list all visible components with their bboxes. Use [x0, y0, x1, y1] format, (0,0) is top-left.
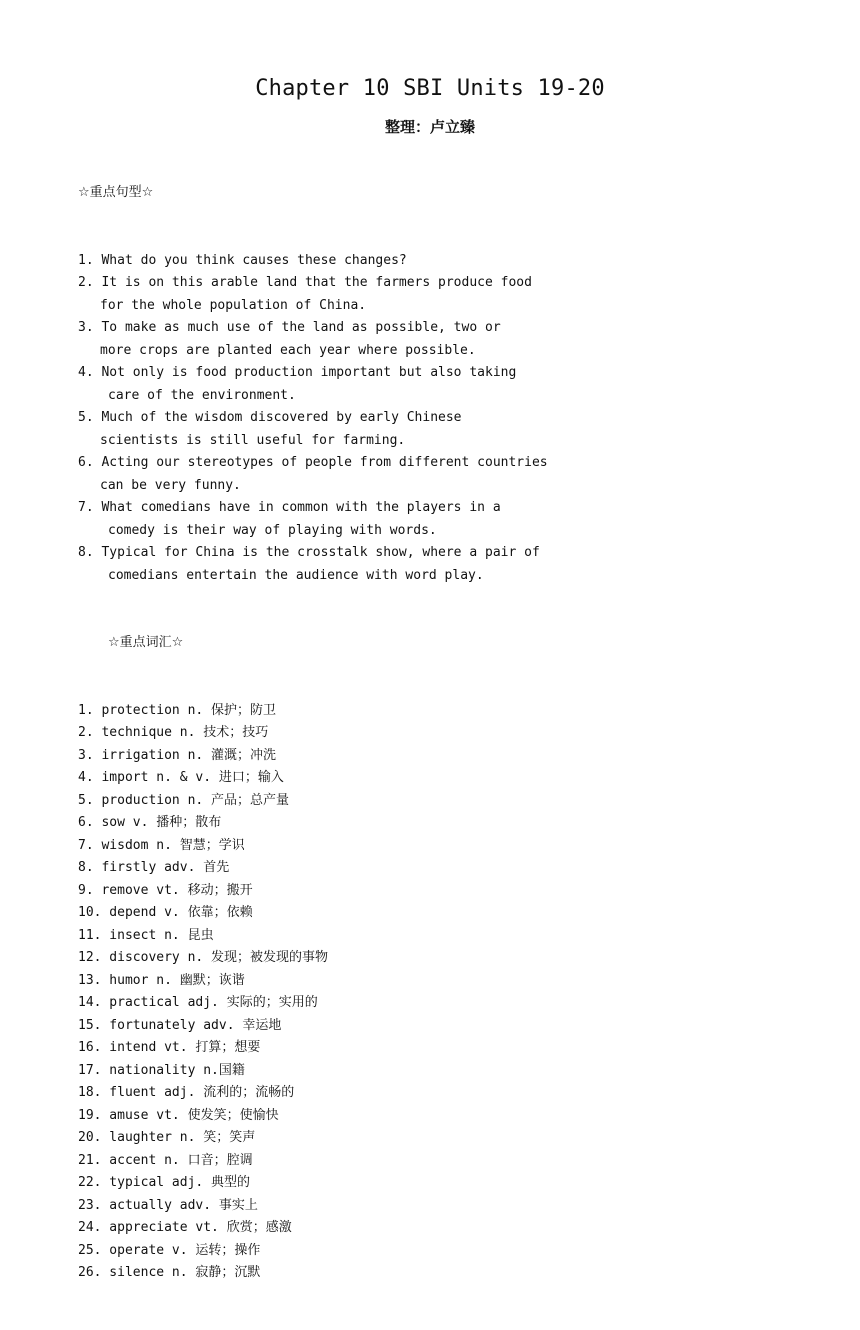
- vocab-item: 11. insect n. 昆虫: [78, 927, 214, 943]
- vocab-item: 6. sow v. 播种；散布: [78, 815, 222, 830]
- sentence-item: 7. What comedians have in common with the players in a: [78, 500, 501, 515]
- vocab-item: 13. humor n. 幽默；诙谐: [78, 972, 245, 988]
- sentence-continuation: comedy is their way of playing with words.: [108, 522, 437, 538]
- vocab-item: 15. fortunately adv. 幸运地: [78, 1017, 282, 1033]
- vocab-item: 1. protection n. 保护；防卫: [78, 702, 277, 718]
- vocab-item: 17. nationality n.国籍: [78, 1062, 245, 1078]
- vocab-item: 7. wisdom n. 智慧；学识: [78, 837, 245, 853]
- compiler-credit: 整理：卢立臻: [384, 118, 475, 136]
- vocab-item: 5. production n. 产品；总产量: [78, 792, 290, 808]
- sentences-list: [78, 250, 778, 588]
- sentence-item: 6. Acting our stereotypes of people from different countries: [78, 455, 548, 470]
- vocab-item: 4. import n. & v. 进口；输入: [78, 770, 284, 785]
- sentence-item: 4. Not only is food production important but also taking: [78, 365, 517, 380]
- vocab-item: 20. laughter n. 笑；笑声: [78, 1130, 256, 1145]
- sentences-heading: ☆重点句型☆: [78, 185, 154, 200]
- vocab-item: 10. depend v. 依靠；依赖: [78, 905, 253, 920]
- vocab-item: 9. remove vt. 移动；搬开: [78, 882, 253, 898]
- sentence-item: 8. Typical for China is the crosstalk show, where a pair of: [78, 545, 540, 560]
- sentence-continuation: more crops are planted each year where possible.: [100, 342, 476, 358]
- sentence-continuation: can be very funny.: [100, 477, 241, 493]
- sentence-item: 2. It is on this arable land that the farmers produce food: [78, 275, 532, 290]
- vocab-item: 16. intend vt. 打算；想要: [78, 1040, 261, 1055]
- vocab-item: 8. firstly adv. 首先: [78, 860, 230, 875]
- vocab-item: 25. operate v. 运转；操作: [78, 1242, 261, 1258]
- vocab-item: 14. practical adj. 实际的；实用的: [78, 995, 318, 1010]
- vocab-item: 12. discovery n. 发现；被发现的事物: [78, 950, 329, 965]
- vocab-item: 24. appreciate vt. 欣赏；感激: [78, 1220, 292, 1235]
- vocab-heading: ☆重点词汇☆: [108, 635, 184, 650]
- sentence-item: 5. Much of the wisdom discovered by early Chinese: [78, 410, 462, 425]
- sentence-item: 3. To make as much use of the land as possible, two or: [78, 320, 501, 335]
- document-body: [78, 137, 778, 1330]
- sentence-continuation: scientists is still useful for farming.: [100, 432, 406, 448]
- vocab-item: 18. fluent adj. 流利的；流畅的: [78, 1085, 295, 1100]
- vocab-item: 19. amuse vt. 使发笑；使愉快: [78, 1107, 279, 1123]
- vocab-item: 21. accent n. 口音；腔调: [78, 1152, 253, 1168]
- vocab-item: 23. actually adv. 事实上: [78, 1197, 258, 1213]
- vocab-item: 22. typical adj. 典型的: [78, 1175, 251, 1190]
- vocab-list: [78, 700, 778, 1285]
- vocab-item: 2. technique n. 技术；技巧: [78, 725, 269, 740]
- sentence-item: 1. What do you think causes these changes?: [78, 252, 407, 268]
- page-title: Chapter 10 SBI Units 19-20: [255, 76, 605, 101]
- sentence-continuation: for the whole population of China.: [100, 297, 367, 313]
- vocab-item: 26. silence n. 寂静；沉默: [78, 1265, 261, 1280]
- sentence-continuation: comedians entertain the audience with word play.: [108, 567, 484, 583]
- sentence-continuation: care of the environment.: [108, 387, 296, 403]
- vocab-item: 3. irrigation n. 灌溉；冲洗: [78, 747, 277, 763]
